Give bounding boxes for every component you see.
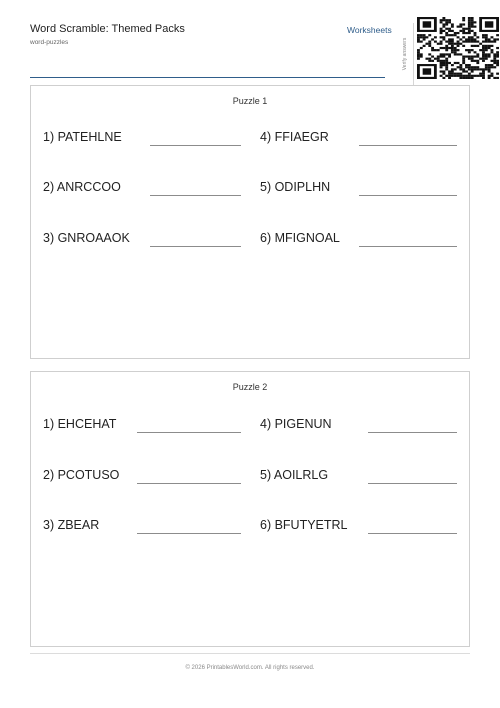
category-link[interactable]: Worksheets (347, 25, 392, 35)
scramble-item: 5) AOILRLG (260, 468, 329, 482)
puzzle-title: Puzzle 2 (232, 382, 268, 392)
scramble-item: 6) MFIGNOAL (260, 231, 340, 245)
verify-answers-label (401, 32, 409, 76)
answer-blank[interactable] (359, 246, 457, 247)
scramble-item: 6) BFUTYETRL (260, 518, 348, 532)
answer-blank[interactable] (137, 483, 241, 484)
header-rule (30, 77, 385, 78)
scramble-item: 4) PIGENUN (260, 417, 332, 431)
puzzle-panel-1 (30, 85, 470, 359)
answer-blank[interactable] (150, 145, 241, 146)
puzzle-title: Puzzle 1 (232, 96, 268, 106)
answer-blank[interactable] (137, 533, 241, 534)
puzzle-panel-2 (30, 371, 470, 647)
answer-blank[interactable] (150, 195, 241, 196)
scramble-item: 1) EHCEHAT (43, 417, 117, 431)
scramble-item: 3) GNROAAOK (43, 231, 130, 245)
answer-blank[interactable] (359, 195, 457, 196)
scramble-item: 4) FFIAEGR (260, 130, 329, 144)
answer-blank[interactable] (359, 145, 457, 146)
copyright-footer: © 2026 PrintablesWorld.com. All rights reserved. (185, 665, 315, 671)
page-title: Word Scramble: Themed Packs (30, 23, 185, 35)
page-header (30, 20, 500, 80)
answer-blank[interactable] (368, 432, 457, 433)
answer-blank[interactable] (368, 483, 457, 484)
scramble-item: 5) ODIPLHN (260, 180, 331, 194)
answer-blank[interactable] (137, 432, 241, 433)
answer-blank[interactable] (150, 246, 241, 247)
scramble-item: 3) ZBEAR (43, 518, 100, 532)
scramble-item: 2) ANRCCOO (43, 180, 121, 194)
scramble-item: 1) PATEHLNE (43, 130, 122, 144)
footer-rule (30, 653, 470, 654)
scramble-item: 2) PCOTUSO (43, 468, 120, 482)
verify-answers-text: Verify answers (402, 37, 408, 71)
answer-blank[interactable] (368, 533, 457, 534)
qr-code-icon[interactable] (417, 17, 499, 79)
page-subtitle: word-puzzles (30, 39, 69, 46)
